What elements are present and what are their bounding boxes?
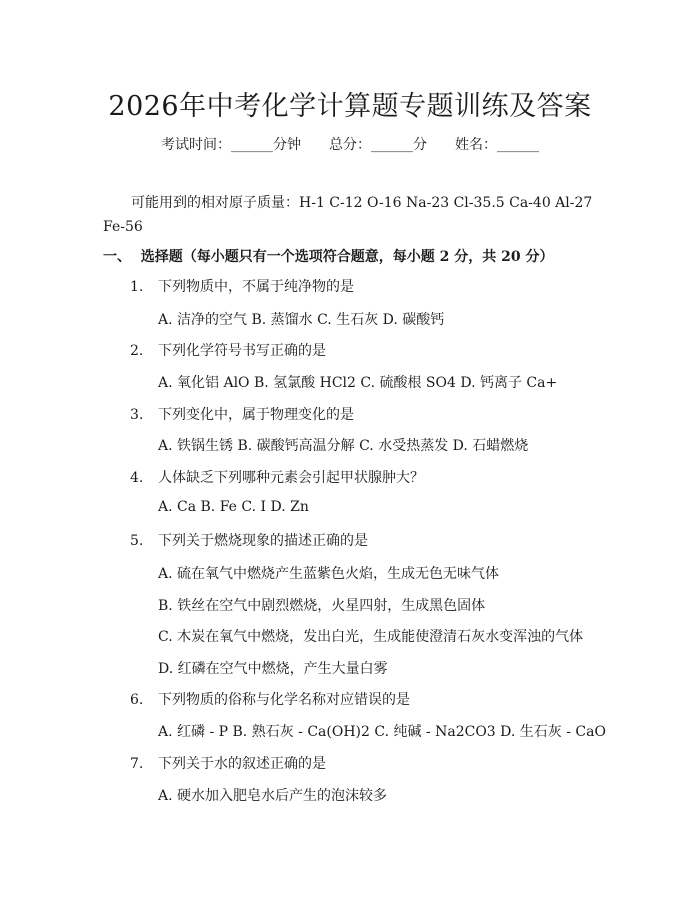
- question-6: [130, 689, 410, 709]
- question-5-option-d: D. 红磷在空气中燃烧，产生大量白雾: [158, 661, 388, 677]
- question-5-option-b: B. 铁丝在空气中剧烈燃烧，火星四射，生成黑色固体: [158, 598, 486, 614]
- question-6-options: A. 红磷 - P B. 熟石灰 - Ca(OH)2 C. 纯碱 - Na2CO3 D. 生石灰 - CaO: [158, 724, 606, 740]
- student-name-field: 姓名：______: [455, 137, 539, 153]
- question-number: 4.: [130, 470, 144, 486]
- question-7-option-a: A. 硬水加入肥皂水后产生的泡沫较多: [158, 788, 388, 804]
- question-3-options: A. 铁锅生锈 B. 碳酸钙高温分解 C. 水受热蒸发 D. 石蜡燃烧: [158, 438, 529, 454]
- question-number: 6.: [130, 692, 144, 708]
- question-4-options: A. Ca B. Fe C. I D. Zn: [158, 499, 309, 515]
- question-number: 5.: [130, 533, 144, 549]
- question-3: [130, 404, 354, 424]
- question-5-option-c: C. 木炭在氧气中燃烧，发出白光，生成能使澄清石灰水变浑浊的气体: [158, 629, 584, 645]
- question-text: 下列变化中，属于物理变化的是: [158, 407, 354, 423]
- question-text: 人体缺乏下列哪种元素会引起甲状腺肿大？: [158, 470, 424, 486]
- question-text: 下列物质中，不属于纯净物的是: [158, 279, 354, 295]
- question-number: 7.: [130, 756, 144, 772]
- question-text: 下列化学符号书写正确的是: [158, 343, 326, 359]
- exam-time-field: 考试时间：______分钟: [161, 137, 301, 153]
- question-2-options: A. 氧化铝 AlO B. 氢氯酸 HCl2 C. 硫酸根 SO4 D. 钙离子 Ca+: [158, 375, 558, 391]
- total-score-field: 总分：______分: [329, 137, 427, 153]
- question-7: [130, 753, 326, 773]
- atomic-mass-note: 可能用到的相对原子质量：H-1 C-12 O-16 Na-23 Cl-35.5 Ca-40 Al-27 Fe-56: [103, 195, 593, 235]
- question-number: 1.: [130, 279, 144, 295]
- question-text: 下列关于水的叙述正确的是: [158, 756, 326, 772]
- question-4: [130, 467, 424, 487]
- question-5: [130, 530, 368, 550]
- page-title: 2026年中考化学计算题专题训练及答案: [108, 91, 592, 122]
- exam-info-line: [0, 134, 700, 154]
- question-number: 3.: [130, 407, 144, 423]
- question-2: [130, 340, 326, 360]
- question-text: 下列物质的俗称与化学名称对应错误的是: [158, 692, 410, 708]
- question-5-option-a: A. 硫在氧气中燃烧产生蓝紫色火焰，生成无色无味气体: [158, 566, 500, 582]
- question-1: [130, 276, 354, 296]
- section-heading: 一、 选择题（每小题只有一个选项符合题意，每小题 2 分，共 20 分）: [103, 249, 554, 265]
- question-1-options: A. 洁净的空气 B. 蒸馏水 C. 生石灰 D. 碳酸钙: [158, 312, 445, 328]
- question-text: 下列关于燃烧现象的描述正确的是: [158, 533, 368, 549]
- question-number: 2.: [130, 343, 144, 359]
